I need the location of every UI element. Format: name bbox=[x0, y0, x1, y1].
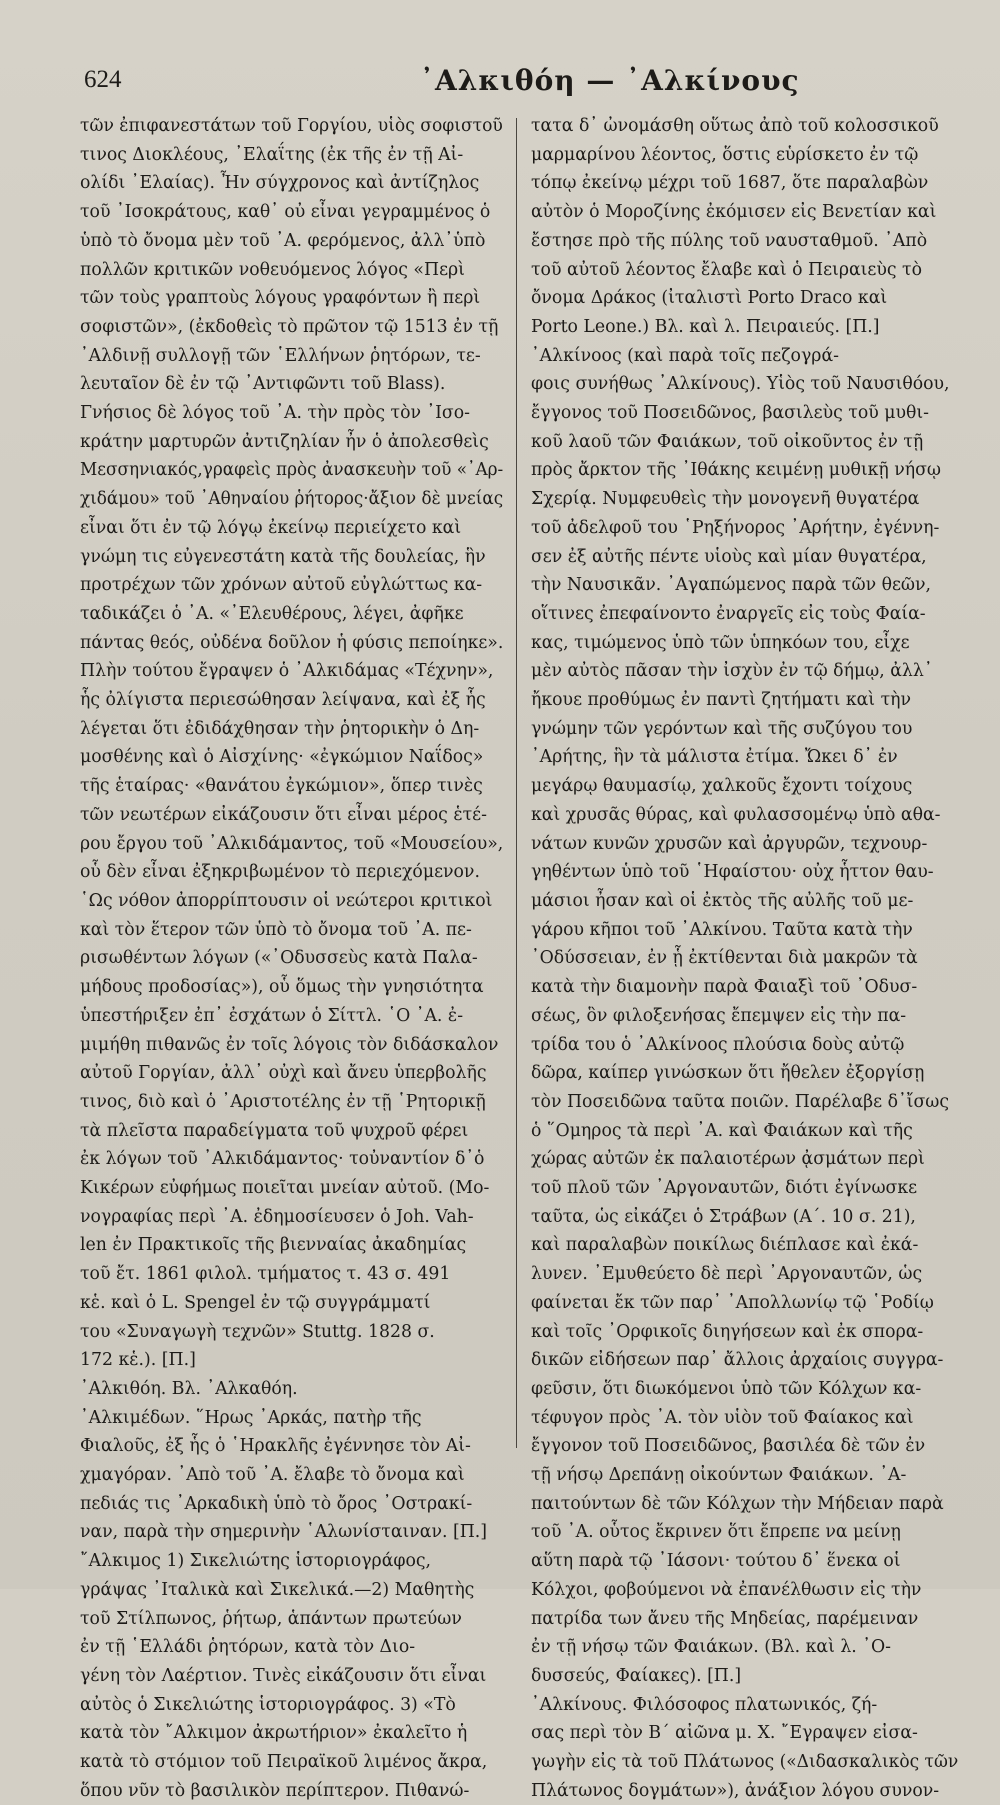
text-line: γνώμη τις εὐγενεστάτη κατὰ τῆς δουλείας, ἣν bbox=[80, 546, 486, 567]
text-line: ᾿Αλκίνοος (καὶ παρὰ τοῖς πεζογρά- bbox=[531, 345, 839, 366]
text-line: τῶν ἐπιφανεστάτων τοῦ Γοργίου, υἱὸς σοφιστοῦ bbox=[80, 116, 503, 136]
text-line: 172 κἑ.). [Π.] bbox=[80, 1350, 196, 1371]
text-line: κατὰ τὸν ῎Αλκιμον ἀκρωτήριον» ἐκαλεῖτο ἡ bbox=[80, 1723, 468, 1744]
text-line: κἑ. καὶ ὁ L. Spengel ἐν τῷ συγγράμματί bbox=[80, 1292, 431, 1313]
text-line: ᾿Οδύσσειαν, ἐν ᾗ ἐκτίθενται διὰ μακρῶν τὰ bbox=[531, 948, 918, 969]
text-line: ρισωθέντων λόγων («᾿Οδυσσεὺς κατὰ Παλα- bbox=[80, 948, 478, 969]
text-line: παιτούντων δὲ τῶν Κόλχων τὴν Μήδειαν παρὰ bbox=[531, 1493, 944, 1514]
text-line: ὄνομα Δράκος (ἰταλιστὶ Porto Draco καὶ bbox=[531, 288, 888, 309]
text-line: εἶναι ὅτι ἐν τῷ λόγῳ ἐκείνῳ περιείχετο καὶ bbox=[80, 517, 462, 538]
text-line: ᾿Αλκιμέδων. ῞Ηρως ᾿Αρκάς, πατὴρ τῆς bbox=[80, 1407, 422, 1428]
text-line: οἵτινες ἐπεφαίνοντο ἐναργεῖς εἰς τοὺς Φαία- bbox=[531, 603, 926, 624]
page-header bbox=[80, 62, 930, 102]
text-line: γνώμην τῶν γερόντων καὶ τῆς συζύγου του bbox=[531, 718, 913, 739]
text-line: τοῦ ἀδελφοῦ του ῾Ρηξήνορος ᾿Αρήτην, ἐγέννη- bbox=[531, 517, 940, 538]
text-line: καὶ τὸν ἕτερον τῶν ὑπὸ τὸ ὄνομα τοῦ ᾿Α. πε- bbox=[80, 919, 472, 940]
running-title: ᾿Αλκιθόη — ᾿Αλκίνους bbox=[420, 64, 800, 97]
text-line: ταδικάζει ὁ ᾿Α. «᾿Ελευθέρους, λέγει, ἀφῆκε bbox=[80, 603, 464, 624]
text-line: τὴν Ναυσικᾶν. ᾿Αγαπώμενος παρὰ τῶν θεῶν, bbox=[531, 575, 932, 596]
text-line: πάντας θεός, οὐδένα δοῦλον ἡ φύσις πεποίηκε». bbox=[80, 632, 504, 653]
text-line: κατὰ τὴν διαμονὴν παρὰ Φαιαξὶ τοῦ ᾿Οδυσ- bbox=[531, 977, 918, 998]
text-line: καὶ τοῖς ᾿Ορφικοῖς διηγήσεων καὶ ἐκ σπορα- bbox=[531, 1321, 924, 1342]
text-line: ἔστησε πρὸ τῆς πύλης τοῦ ναυσταθμοῦ. ᾿Απὸ bbox=[531, 230, 928, 251]
text-line: ῾Ως νόθον ἀπορρίπτουσιν οἱ νεώτεροι κριτικοὶ bbox=[80, 890, 493, 911]
text-line: len ἐν Πρακτικοῖς τῆς βιενναίας ἀκαδημίας bbox=[80, 1235, 467, 1256]
text-line: γένη τὸν Λαέρτιον. Τινὲς εἰκάζουσιν ὅτι εἶναι bbox=[80, 1665, 487, 1686]
text-line: μοσθένης καὶ ὁ Αἰσχίνης· «ἐγκώμιον Ναΐδος» bbox=[80, 747, 484, 768]
text-line: φεῦσιν, ὅτι διωκόμενοι ὑπὸ τῶν Κόλχων κα- bbox=[531, 1378, 922, 1399]
text-line: Κικέρων εὐφήμως ποιεῖται μνείαν αὐτοῦ. (Μο- bbox=[80, 1178, 490, 1199]
text-line: τὸν Ποσειδῶνα ταῦτα ποιῶν. Παρέλαβε δ᾿ἴσως bbox=[531, 1091, 950, 1112]
text-line: αὕτη παρὰ τῷ ᾿Ιάσονι· τούτου δ᾿ ἕνεκα οἱ bbox=[531, 1551, 901, 1572]
text-line: τοῦ ᾿Α. οὗτος ἔκρινεν ὅτι ἔπρεπε να μείνῃ bbox=[531, 1522, 901, 1543]
text-line: ἔγγονον τοῦ Ποσειδῶνος, βασιλέα δὲ τῶν ἐν bbox=[531, 1436, 926, 1457]
text-line: ὁ ῞Ομηρος τὰ περὶ ᾿Α. καὶ Φαιάκων καὶ τῆς bbox=[531, 1120, 913, 1141]
text-line: μαρμαρίνου λέοντος, ὅστις εὑρίσκετο ἐν τῷ bbox=[531, 144, 919, 165]
text-line: Porto Leone.) Βλ. καὶ λ. Πειραιεύς. [Π.] bbox=[531, 316, 880, 337]
text-line: τινος, διὸ καὶ ὁ ᾿Αριστοτέλης ἐν τῇ ῾Ρητορικῇ bbox=[80, 1091, 486, 1112]
text-line: ἐκ λόγων τοῦ ᾿Αλκιδάμαντος· τοὐναντίον δ᾿ὁ bbox=[80, 1149, 485, 1170]
text-line: ναν, παρὰ τὴν σημερινὴν ῾Αλωνίσταιναν. [Π.] bbox=[80, 1522, 488, 1543]
text-line: ᾿Αλδινῇ συλλογῇ τῶν ῾Ελλήνων ῥητόρων, τε- bbox=[80, 345, 481, 366]
text-line: δυσσεύς, Φαίακες). [Π.] bbox=[531, 1665, 742, 1686]
text-line: προτρέχων τῶν χρόνων αὐτοῦ εὐγλώττως κα- bbox=[80, 575, 483, 596]
text-line: ἔγγονος τοῦ Ποσειδῶνος, βασιλεὺς τοῦ μυθι- bbox=[531, 403, 929, 424]
text-line: φαίνεται ἔκ τῶν παρ᾿ ᾿Απολλωνίῳ τῷ ῾Ροδίῳ bbox=[531, 1292, 934, 1313]
text-line: πεδιάς τις ᾿Αρκαδικὴ ὑπὸ τὸ ὄρος ᾿Οστρακί- bbox=[80, 1493, 473, 1514]
text-line: ὑπεστήριξεν ἐπ᾿ ἐσχάτων ὁ Σίττλ. ῾Ο ᾿Α. ἐ- bbox=[80, 1005, 464, 1026]
text-line: Κόλχοι, φοβούμενοι νὰ ἐπανέλθωσιν εἰς τὴν bbox=[531, 1579, 922, 1600]
text-line: τοῦ Στίλπωνος, ῥήτωρ, ἁπάντων πρωτεύων bbox=[80, 1608, 462, 1629]
text-line: ᾿Αρήτης, ἣν τὰ μάλιστα ἐτίμα. Ὤκει δ᾿ ἐν bbox=[531, 747, 898, 768]
text-line: οὗ δὲν εἶναι ἐξηκριβωμένον τὸ περιεχόμενον. bbox=[80, 862, 480, 883]
text-line: καὶ παραλαβὼν ποικίλως διέπλασε καὶ ἐκά- bbox=[531, 1235, 919, 1256]
text-line: ὅπου νῦν τὸ βασιλικὸν περίπτερον. Πιθανώ- bbox=[80, 1780, 470, 1801]
text-line: τέφυγον πρὸς ᾿Α. τὸν υἱὸν τοῦ Φαίακος καὶ bbox=[531, 1407, 914, 1428]
text-line: σοφιστῶν», (ἐκδοθεὶς τὸ πρῶτον τῷ 1513 ἐν τῇ bbox=[80, 316, 499, 337]
text-line: σέως, ὃν φιλοξενήσας ἔπεμψεν εἰς τὴν πα- bbox=[531, 1005, 907, 1026]
text-line: χιδάμου» τοῦ ᾿Αθηναίου ῥήτορος·ἄξιον δὲ μνείας bbox=[80, 489, 504, 510]
text-line: πατρίδα των ἄνευ τῆς Μηδείας, παρέμειναν bbox=[531, 1608, 919, 1629]
text-line: ἧς ὀλίγιστα περιεσώθησαν λείψανα, καὶ ἐξ ἧς bbox=[80, 690, 486, 711]
text-line: γάρου κῆποι τοῦ ᾿Αλκίνου. Ταῦτα κατὰ τὴν bbox=[531, 919, 913, 940]
text-line: τρίδα του ὁ ᾿Αλκίνοος πλούσια δοὺς αὐτῷ bbox=[531, 1034, 905, 1055]
text-line: ἐν τῇ νήσῳ τῶν Φαιάκων. (Βλ. καὶ λ. ᾿Ο- bbox=[531, 1637, 891, 1658]
text-line: του «Συναγωγὴ τεχνῶν» Stuttg. 1828 σ. bbox=[80, 1321, 435, 1342]
text-line: τῶν νεωτέρων εἰκάζουσιν ὅτι εἶναι μέρος ἑτέ- bbox=[80, 804, 487, 825]
text-line: Μεσσηνιακός,γραφεὶς πρὸς ἀνασκευὴν τοῦ «᾿Αρ- bbox=[80, 460, 504, 481]
text-line: ρου ἔργου τοῦ ᾿Αλκιδάμαντος, τοῦ «Μουσείου», bbox=[80, 833, 504, 854]
text-line: κατὰ τὸ στόμιον τοῦ Πειραϊκοῦ λιμένος ἄκρα, bbox=[80, 1752, 488, 1773]
text-line: τοῦ αὐτοῦ λέοντος ἔλαβε καὶ ὁ Πειραιεὺς τὸ bbox=[531, 259, 923, 280]
text-line: γηθέντων ὑπὸ τοῦ ῾Ηφαίστου· οὐχ ἧττον θαυ- bbox=[531, 862, 934, 883]
text-line: Πλάτωνος δογμάτων»), ἀνάξιον λόγου συνον- bbox=[531, 1780, 940, 1801]
text-line: Φιαλοῦς, ἐξ ἧς ὁ ῾Ηρακλῆς ἐγέννησε τὸν Αἰ- bbox=[80, 1436, 471, 1457]
text-line: τῶν τοὺς γραπτοὺς λόγους γραφόντων ἢ περὶ bbox=[80, 288, 481, 309]
text-line: ταῦτα, ὡς εἰκάζει ὁ Στράβων (Α΄. 10 σ. 21), bbox=[531, 1206, 916, 1227]
text-line: ὑπὸ τὸ ὄνομα μὲν τοῦ ᾿Α. φερόμενος, ἀλλ᾿ὑπὸ bbox=[80, 230, 486, 251]
text-line: νάτων κυνῶν χρυσῶν καὶ ἀργυρῶν, τεχνουρ- bbox=[531, 833, 928, 854]
text-line: Γνήσιος δὲ λόγος τοῦ ᾿Α. τὴν πρὸς τὸν ᾿Ισο- bbox=[80, 403, 470, 424]
text-line: ἤκουε προθύμως ἐν παντὶ ζητήματι καὶ τὴν bbox=[531, 690, 911, 711]
text-line: τόπῳ ἐκείνῳ μέχρι τοῦ 1687, ὅτε παραλαβὼν bbox=[531, 173, 929, 194]
text-line: αὐτὸς ὁ Σικελιώτης ἱστοριογράφος. 3) «Τὸ bbox=[80, 1694, 456, 1715]
text-line: τῇ νήσῳ Δρεπάνῃ οἰκούντων Φαιάκων. ᾿Α- bbox=[531, 1465, 907, 1486]
text-line: τὰ πλεῖστα παραδείγματα τοῦ ψυχροῦ φέρει bbox=[80, 1120, 469, 1141]
text-line: πολλῶν κριτικῶν νοθευόμενος λόγος «Περὶ bbox=[80, 259, 465, 280]
text-line: λυνεν. ᾿Εμυθεύετο δὲ περὶ ᾿Αργοναυτῶν, ὡς bbox=[531, 1264, 923, 1285]
text-line: λευταῖον δὲ ἐν τῷ ᾿Αντιφῶντι τοῦ Blass). bbox=[80, 374, 446, 395]
text-line: πρὸς ἄρκτον τῆς ᾿Ιθάκης κειμένῃ μυθικῇ νήσῳ bbox=[531, 460, 942, 481]
text-line: γράψας ᾿Ιταλικὰ καὶ Σικελικά.—2) Μαθητὴς bbox=[80, 1579, 475, 1600]
text-line: ολίδι ᾿Ελαίας). Ἦν σύγχρονος καὶ ἀντίζηλος bbox=[80, 173, 480, 194]
text-line: χώρας αὐτῶν ἐκ παλαιοτέρων ᾀσμάτων περὶ bbox=[531, 1149, 925, 1170]
text-line: κράτην μαρτυρῶν ἀντιζηλίαν ἦν ὁ ἀπολεσθεὶς bbox=[80, 431, 489, 452]
column-divider bbox=[516, 118, 517, 1448]
text-line: φοις συνήθως ᾿Αλκίνους). Υἱὸς τοῦ Ναυσιθόου, bbox=[531, 374, 950, 395]
text-line: χμαγόραν. ᾿Απὸ τοῦ ᾿Α. ἔλαβε τὸ ὄνομα καὶ bbox=[80, 1465, 465, 1486]
text-line: τοῦ ᾿Ισοκράτους, καθ᾿ οὐ εἶναι γεγραμμένος ὁ bbox=[80, 202, 491, 223]
text-line: γωγὴν εἰς τὰ τοῦ Πλάτωνος («Διδασκαλικὸς τῶν bbox=[531, 1752, 959, 1773]
text-line: τινος Διοκλέους, ᾿Ελαΐτης (ἐκ τῆς ἐν τῇ Αἰ- bbox=[80, 144, 464, 165]
text-line: ᾿Αλκίνους. Φιλόσοφος πλατωνικός, ζή- bbox=[531, 1694, 878, 1715]
text-line: κοῦ λαοῦ τῶν Φαιάκων, τοῦ οἰκοῦντος ἐν τῇ bbox=[531, 431, 924, 452]
text-line: δικῶν εἰδήσεων παρ᾿ ἄλλοις ἀρχαίοις συγγρα- bbox=[531, 1350, 944, 1371]
text-line: λέγεται ὅτι ἐδιδάχθησαν τὴν ῥητορικὴν ὁ Δη- bbox=[80, 718, 480, 739]
text-line: Πλὴν τούτου ἔγραψεν ὁ ᾿Αλκιδάμας «Τέχνην», bbox=[80, 661, 494, 682]
left-column bbox=[80, 112, 504, 1801]
text-line: νογραφίας περὶ ᾿Α. ἐδημοσίευσεν ὁ Joh. Vah- bbox=[80, 1206, 474, 1227]
text-line: τοῦ ἔτ. 1861 φιλολ. τμήματος τ. 43 σ. 491 bbox=[80, 1264, 451, 1285]
text-line: αὐτοῦ Γοργίαν, ἀλλ᾿ οὐχὶ καὶ ἄνευ ὑπερβολῆς bbox=[80, 1063, 487, 1084]
text-line: Σχερίᾳ. Νυμφευθεὶς τὴν μονογενῆ θυγατέρα bbox=[531, 489, 920, 510]
text-line: τῆς ἑταίρας· «θανάτου ἐγκώμιον», ὅπερ τινὲς bbox=[80, 776, 483, 797]
text-line: σας περὶ τὸν Β΄ αἰῶνα μ. Χ. ῎Εγραψεν εἰσα- bbox=[531, 1723, 918, 1744]
text-line: μιμήθη πιθανῶς ἐν τοῖς λόγοις τὸν διδάσκαλον bbox=[80, 1034, 499, 1055]
text-line: ῎Αλκιμος 1) Σικελιώτης ἱστοριογράφος, bbox=[80, 1551, 432, 1572]
text-line: μὲν αὐτὸς πᾶσαν τὴν ἰσχὺν ἐν τῷ δήμῳ, ἀλλ᾿ bbox=[531, 661, 933, 682]
text-line: ἐν τῇ ῾Ελλάδι ῥητόρων, κατὰ τὸν Διο- bbox=[80, 1637, 416, 1658]
text-line: μήδους προδοσίας»), οὗ ὅμως τὴν γνησιότητα bbox=[80, 977, 484, 998]
text-line: αὐτὸν ὁ Μοροζίνης ἐκόμισεν εἰς Βενετίαν καὶ bbox=[531, 202, 937, 223]
text-line: μάσιοι ἦσαν καὶ οἱ ἐκτὸς τῆς αὐλῆς τοῦ με- bbox=[531, 890, 914, 911]
right-column bbox=[531, 112, 959, 1801]
text-line: σεν ἐξ αὐτῆς πέντε υἱοὺς καὶ μίαν θυγατέρα, bbox=[531, 546, 927, 567]
text-line: καὶ χρυσᾶς θύρας, καὶ φυλασσομένῳ ὑπὸ αθα- bbox=[531, 804, 941, 825]
page-number: 624 bbox=[84, 66, 122, 93]
text-line: κας, τιμώμενος ὑπὸ τῶν ὑπηκόων του, εἶχε bbox=[531, 632, 910, 653]
text-line: τοῦ πλοῦ τῶν ᾿Αργοναυτῶν, διότι ἐγίνωσκε bbox=[531, 1178, 918, 1199]
text-line: μεγάρῳ θαυμασίῳ, χαλκοῦς ἔχοντι τοίχους bbox=[531, 776, 913, 797]
text-line: ᾿Αλκιθόη. Βλ. ᾿Αλκαθόη. bbox=[80, 1378, 298, 1399]
text-line: τατα δ᾿ ὠνομάσθη οὕτως ἀπὸ τοῦ κολοσσικοῦ bbox=[531, 116, 939, 136]
text-line: δῶρα, καίπερ γινώσκων ὅτι ἤθελεν ἐξοργίσῃ bbox=[531, 1063, 925, 1084]
